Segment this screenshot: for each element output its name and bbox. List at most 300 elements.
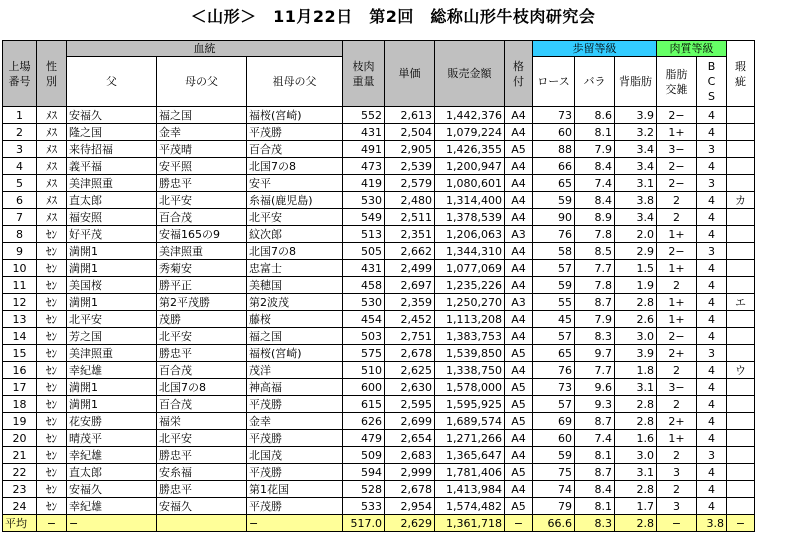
cell-defect <box>727 260 755 277</box>
cell-father: 美津照重 <box>67 175 157 192</box>
cell-father: 義平福 <box>67 158 157 175</box>
cell-lot-no: 15 <box>3 345 37 362</box>
cell-marbling: 2 <box>657 209 697 226</box>
cell-bcs: 4 <box>697 498 727 515</box>
cell-grandmothers-father: 平茂勝 <box>247 498 343 515</box>
cell-bcs: 3 <box>697 447 727 464</box>
cell-loin: 90 <box>533 209 575 226</box>
cell-loin: 59 <box>533 192 575 209</box>
cell-carcass-weight: 454 <box>343 311 385 328</box>
cell-sex: ｾﾝ <box>37 481 67 498</box>
cell-mothers-father: 北国7の8 <box>157 379 247 396</box>
cell-grandmothers-father: 忠富士 <box>247 260 343 277</box>
cell-grandmothers-father: 糸福(鹿児島) <box>247 192 343 209</box>
cell-lot-no: 1 <box>3 107 37 124</box>
avg-mothers-father <box>157 515 247 532</box>
cell-lot-no: 10 <box>3 260 37 277</box>
cell-bcs: 4 <box>697 124 727 141</box>
cell-mothers-father: 百合茂 <box>157 209 247 226</box>
cell-backfat: 1.7 <box>615 498 657 515</box>
cell-rib: 7.8 <box>575 226 615 243</box>
cell-carcass-weight: 479 <box>343 430 385 447</box>
cell-backfat: 3.1 <box>615 464 657 481</box>
cell-marbling: 2+ <box>657 413 697 430</box>
cell-grandmothers-father: 第2波茂 <box>247 294 343 311</box>
cell-grade: A4 <box>505 243 533 260</box>
table-row <box>3 345 755 362</box>
cell-carcass-weight: 549 <box>343 209 385 226</box>
table-row <box>3 209 755 226</box>
cell-sex: ｾﾝ <box>37 226 67 243</box>
cell-father: 直太郎 <box>67 192 157 209</box>
cell-mothers-father: 勝平正 <box>157 277 247 294</box>
cell-rib: 8.1 <box>575 498 615 515</box>
cell-defect: エ <box>727 294 755 311</box>
cell-sales-amount: 1,235,226 <box>435 277 505 294</box>
cell-lot-no: 3 <box>3 141 37 158</box>
cell-father: 幸紀雄 <box>67 498 157 515</box>
cell-bcs: 4 <box>697 158 727 175</box>
cell-unit-price: 2,699 <box>385 413 435 430</box>
cell-sex: ﾒｽ <box>37 209 67 226</box>
cell-mothers-father: 福之国 <box>157 107 247 124</box>
cell-grade: A4 <box>505 175 533 192</box>
cell-loin: 60 <box>533 430 575 447</box>
cell-mothers-father: 北平安 <box>157 192 247 209</box>
cell-sales-amount: 1,365,647 <box>435 447 505 464</box>
cell-mothers-father: 北平安 <box>157 328 247 345</box>
cell-mothers-father: 安福久 <box>157 498 247 515</box>
cell-carcass-weight: 552 <box>343 107 385 124</box>
cell-backfat: 3.1 <box>615 175 657 192</box>
cell-mothers-father: 勝忠平 <box>157 345 247 362</box>
cell-unit-price: 2,511 <box>385 209 435 226</box>
cell-carcass-weight: 505 <box>343 243 385 260</box>
cell-sales-amount: 1,383,753 <box>435 328 505 345</box>
cell-grade: A5 <box>505 345 533 362</box>
cell-father: 満開1 <box>67 396 157 413</box>
cell-backfat: 3.4 <box>615 158 657 175</box>
cell-sales-amount: 1,206,063 <box>435 226 505 243</box>
cell-loin: 66 <box>533 158 575 175</box>
cell-unit-price: 2,683 <box>385 447 435 464</box>
cell-backfat: 3.4 <box>615 141 657 158</box>
cell-sex: ｾﾝ <box>37 345 67 362</box>
cell-loin: 69 <box>533 413 575 430</box>
cell-loin: 75 <box>533 464 575 481</box>
cell-marbling: 2− <box>657 158 697 175</box>
cell-grandmothers-father: 美穂国 <box>247 277 343 294</box>
cell-mothers-father: 秀菊安 <box>157 260 247 277</box>
cell-backfat: 2.8 <box>615 481 657 498</box>
cell-grandmothers-father: 福桜(宮崎) <box>247 107 343 124</box>
cell-rib: 8.1 <box>575 124 615 141</box>
avg-unit-price: 2,629 <box>385 515 435 532</box>
cell-loin: 58 <box>533 243 575 260</box>
cell-grade: A4 <box>505 209 533 226</box>
cell-carcass-weight: 533 <box>343 498 385 515</box>
cell-loin: 73 <box>533 379 575 396</box>
avg-carcass-weight: 517.0 <box>343 515 385 532</box>
table-row <box>3 141 755 158</box>
table-row <box>3 294 755 311</box>
cell-rib: 8.7 <box>575 413 615 430</box>
cell-bcs: 4 <box>697 107 727 124</box>
header-grandmothers-father: 祖母の父 <box>247 57 343 107</box>
cell-backfat: 1.9 <box>615 277 657 294</box>
cell-marbling: 2− <box>657 107 697 124</box>
cell-carcass-weight: 491 <box>343 141 385 158</box>
cell-father: 幸紀雄 <box>67 447 157 464</box>
cell-unit-price: 2,359 <box>385 294 435 311</box>
cell-mothers-father: 勝忠平 <box>157 175 247 192</box>
table-row <box>3 260 755 277</box>
cell-sales-amount: 1,200,947 <box>435 158 505 175</box>
cell-sex: ｾﾝ <box>37 294 67 311</box>
cell-grade: A4 <box>505 124 533 141</box>
cell-lot-no: 18 <box>3 396 37 413</box>
cell-lot-no: 16 <box>3 362 37 379</box>
cell-grade: A4 <box>505 311 533 328</box>
cell-defect: カ <box>727 192 755 209</box>
header-quality-grade: 肉質等級 <box>657 41 727 57</box>
cell-grandmothers-father: 北国7の8 <box>247 243 343 260</box>
table-row <box>3 226 755 243</box>
cell-loin: 45 <box>533 311 575 328</box>
cell-bcs: 3 <box>697 175 727 192</box>
cell-father: 幸紀雄 <box>67 362 157 379</box>
cell-grandmothers-father: 安平 <box>247 175 343 192</box>
header-mothers-father: 母の父 <box>157 57 247 107</box>
cell-lot-no: 2 <box>3 124 37 141</box>
cell-sex: ｾﾝ <box>37 447 67 464</box>
cell-loin: 76 <box>533 226 575 243</box>
header-lot-no-label: 上場 番号 <box>8 59 31 88</box>
cell-carcass-weight: 431 <box>343 260 385 277</box>
cell-lot-no: 17 <box>3 379 37 396</box>
cell-father: 満開1 <box>67 243 157 260</box>
cell-mothers-father: 金幸 <box>157 124 247 141</box>
cell-rib: 7.7 <box>575 362 615 379</box>
header-father: 父 <box>67 57 157 107</box>
cell-rib: 9.7 <box>575 345 615 362</box>
cell-rib: 7.8 <box>575 277 615 294</box>
cell-carcass-weight: 458 <box>343 277 385 294</box>
cell-sales-amount: 1,314,400 <box>435 192 505 209</box>
cell-sales-amount: 1,578,000 <box>435 379 505 396</box>
cell-grade: A5 <box>505 141 533 158</box>
cell-loin: 59 <box>533 447 575 464</box>
cell-sales-amount: 1,539,850 <box>435 345 505 362</box>
cell-grade: A4 <box>505 447 533 464</box>
cell-grandmothers-father: 平茂勝 <box>247 124 343 141</box>
cell-backfat: 3.4 <box>615 209 657 226</box>
cell-marbling: 2 <box>657 396 697 413</box>
cell-grade: A4 <box>505 328 533 345</box>
table-row <box>3 158 755 175</box>
cell-loin: 59 <box>533 277 575 294</box>
cell-grade: A4 <box>505 481 533 498</box>
cell-grade: A4 <box>505 362 533 379</box>
cell-grandmothers-father: 神高福 <box>247 379 343 396</box>
average-row <box>3 515 755 532</box>
cell-lot-no: 14 <box>3 328 37 345</box>
cell-backfat: 3.1 <box>615 379 657 396</box>
cell-loin: 57 <box>533 260 575 277</box>
avg-sex: − <box>37 515 67 532</box>
cell-bcs: 4 <box>697 413 727 430</box>
header-grade-label: 格 付 <box>513 59 524 88</box>
cell-bcs: 4 <box>697 311 727 328</box>
cell-loin: 55 <box>533 294 575 311</box>
cell-mothers-father: 第2平茂勝 <box>157 294 247 311</box>
cell-bcs: 4 <box>697 192 727 209</box>
cell-grandmothers-father: 福之国 <box>247 328 343 345</box>
cell-lot-no: 8 <box>3 226 37 243</box>
cell-sales-amount: 1,781,406 <box>435 464 505 481</box>
header-lot-no <box>3 41 37 107</box>
cell-unit-price: 2,613 <box>385 107 435 124</box>
cell-sex: ﾒｽ <box>37 107 67 124</box>
cell-carcass-weight: 528 <box>343 481 385 498</box>
cell-defect <box>727 396 755 413</box>
cell-marbling: 2− <box>657 328 697 345</box>
cell-rib: 7.9 <box>575 311 615 328</box>
cell-rib: 8.9 <box>575 209 615 226</box>
cell-grandmothers-father: 百合茂 <box>247 141 343 158</box>
cell-grade: A4 <box>505 158 533 175</box>
cell-grade: A5 <box>505 464 533 481</box>
cell-grade: A5 <box>505 413 533 430</box>
cell-grade: A5 <box>505 498 533 515</box>
cell-lot-no: 12 <box>3 294 37 311</box>
cell-sex: ﾒｽ <box>37 141 67 158</box>
cell-marbling: 1+ <box>657 124 697 141</box>
cell-bcs: 4 <box>697 277 727 294</box>
cell-mothers-father: 茂勝 <box>157 311 247 328</box>
cell-sex: ｾﾝ <box>37 277 67 294</box>
cell-mothers-father: 勝忠平 <box>157 447 247 464</box>
cell-rib: 9.6 <box>575 379 615 396</box>
cell-carcass-weight: 615 <box>343 396 385 413</box>
table-row <box>3 192 755 209</box>
cell-grade: A3 <box>505 226 533 243</box>
cell-rib: 7.4 <box>575 175 615 192</box>
table-row <box>3 447 755 464</box>
cell-defect <box>727 124 755 141</box>
cell-father: 満開1 <box>67 294 157 311</box>
cell-bcs: 4 <box>697 209 727 226</box>
cell-loin: 73 <box>533 107 575 124</box>
cell-unit-price: 2,954 <box>385 498 435 515</box>
cell-lot-no: 5 <box>3 175 37 192</box>
cell-marbling: 2 <box>657 192 697 209</box>
cell-mothers-father: 安福165の9 <box>157 226 247 243</box>
cell-loin: 57 <box>533 328 575 345</box>
cell-father: 晴茂平 <box>67 430 157 447</box>
cell-rib: 8.5 <box>575 243 615 260</box>
cell-sex: ｾﾝ <box>37 498 67 515</box>
cell-backfat: 2.8 <box>615 413 657 430</box>
header-yield-grade: 歩留等級 <box>533 41 657 57</box>
cell-rib: 7.4 <box>575 430 615 447</box>
header-backfat: 背脂肪 <box>615 57 657 107</box>
cell-lot-no: 24 <box>3 498 37 515</box>
cell-marbling: 3− <box>657 141 697 158</box>
cell-grandmothers-father: 金幸 <box>247 413 343 430</box>
header-defect <box>727 41 755 107</box>
cell-bcs: 4 <box>697 430 727 447</box>
avg-bcs: 3.8 <box>697 515 727 532</box>
cell-grandmothers-father: 第1花国 <box>247 481 343 498</box>
cell-father: 美津照重 <box>67 345 157 362</box>
cell-sex: ｾﾝ <box>37 379 67 396</box>
cell-sex: ﾒｽ <box>37 192 67 209</box>
cell-backfat: 2.9 <box>615 243 657 260</box>
cell-backfat: 3.9 <box>615 345 657 362</box>
cell-sales-amount: 1,413,984 <box>435 481 505 498</box>
table-row <box>3 107 755 124</box>
cell-backfat: 2.8 <box>615 294 657 311</box>
header-defect-label: 瑕 疵 <box>735 59 746 88</box>
cell-father: 安福久 <box>67 481 157 498</box>
table-row <box>3 124 755 141</box>
cell-loin: 76 <box>533 362 575 379</box>
cell-unit-price: 2,625 <box>385 362 435 379</box>
cell-bcs: 3 <box>697 243 727 260</box>
cell-mothers-father: 百合茂 <box>157 362 247 379</box>
cell-backfat: 1.6 <box>615 430 657 447</box>
cell-defect <box>727 243 755 260</box>
cell-father: 満開1 <box>67 379 157 396</box>
cell-mothers-father: 平茂晴 <box>157 141 247 158</box>
cell-marbling: 2+ <box>657 345 697 362</box>
cell-defect <box>727 481 755 498</box>
cell-defect <box>727 226 755 243</box>
cell-lot-no: 20 <box>3 430 37 447</box>
cell-defect <box>727 328 755 345</box>
table-body <box>3 107 755 532</box>
cell-father: 来待招福 <box>67 141 157 158</box>
cell-sales-amount: 1,077,069 <box>435 260 505 277</box>
cell-backfat: 2.0 <box>615 226 657 243</box>
cell-unit-price: 2,662 <box>385 243 435 260</box>
cell-backfat: 3.0 <box>615 447 657 464</box>
table-row <box>3 362 755 379</box>
cell-rib: 8.3 <box>575 328 615 345</box>
cell-lot-no: 9 <box>3 243 37 260</box>
cell-sales-amount: 1,595,925 <box>435 396 505 413</box>
cell-grandmothers-father: 北国7の8 <box>247 158 343 175</box>
table-row <box>3 175 755 192</box>
table-row <box>3 413 755 430</box>
cell-defect <box>727 379 755 396</box>
cell-sex: ｾﾝ <box>37 396 67 413</box>
cell-carcass-weight: 594 <box>343 464 385 481</box>
table-row <box>3 396 755 413</box>
cell-mothers-father: 美津照重 <box>157 243 247 260</box>
table-row <box>3 430 755 447</box>
cell-sex: ｾﾝ <box>37 328 67 345</box>
cell-backfat: 3.8 <box>615 192 657 209</box>
cell-rib: 9.3 <box>575 396 615 413</box>
cell-rib: 8.1 <box>575 447 615 464</box>
cell-father: 美国桜 <box>67 277 157 294</box>
cell-backfat: 2.6 <box>615 311 657 328</box>
cell-grade: A4 <box>505 192 533 209</box>
cell-defect <box>727 141 755 158</box>
cell-rib: 8.7 <box>575 464 615 481</box>
header-sales-amount: 販売金額 <box>435 41 505 107</box>
carcass-results-table <box>2 40 755 532</box>
cell-bcs: 4 <box>697 294 727 311</box>
cell-unit-price: 2,654 <box>385 430 435 447</box>
cell-grandmothers-father: 紋次郎 <box>247 226 343 243</box>
cell-unit-price: 2,452 <box>385 311 435 328</box>
cell-loin: 60 <box>533 124 575 141</box>
cell-grade: A5 <box>505 379 533 396</box>
cell-mothers-father: 福栄 <box>157 413 247 430</box>
cell-grade: A5 <box>505 396 533 413</box>
cell-loin: 57 <box>533 396 575 413</box>
cell-sex: ｾﾝ <box>37 430 67 447</box>
cell-lot-no: 11 <box>3 277 37 294</box>
cell-lot-no: 23 <box>3 481 37 498</box>
cell-unit-price: 2,905 <box>385 141 435 158</box>
cell-loin: 65 <box>533 345 575 362</box>
cell-loin: 88 <box>533 141 575 158</box>
cell-defect <box>727 464 755 481</box>
cell-carcass-weight: 473 <box>343 158 385 175</box>
cell-sales-amount: 1,113,208 <box>435 311 505 328</box>
cell-unit-price: 2,539 <box>385 158 435 175</box>
cell-loin: 65 <box>533 175 575 192</box>
table-row <box>3 498 755 515</box>
cell-sales-amount: 1,442,376 <box>435 107 505 124</box>
cell-loin: 74 <box>533 481 575 498</box>
cell-marbling: 1+ <box>657 260 697 277</box>
cell-sales-amount: 1,271,266 <box>435 430 505 447</box>
cell-sales-amount: 1,080,601 <box>435 175 505 192</box>
cell-grade: A3 <box>505 294 533 311</box>
cell-mothers-father: 勝忠平 <box>157 481 247 498</box>
table-row <box>3 243 755 260</box>
cell-backfat: 1.8 <box>615 362 657 379</box>
cell-defect <box>727 158 755 175</box>
cell-unit-price: 2,351 <box>385 226 435 243</box>
cell-carcass-weight: 626 <box>343 413 385 430</box>
table-row <box>3 328 755 345</box>
cell-backfat: 3.0 <box>615 328 657 345</box>
cell-marbling: 2 <box>657 481 697 498</box>
cell-bcs: 4 <box>697 379 727 396</box>
cell-father: 直太郎 <box>67 464 157 481</box>
cell-marbling: 3 <box>657 498 697 515</box>
cell-defect <box>727 107 755 124</box>
cell-marbling: 1+ <box>657 311 697 328</box>
avg-father: − <box>67 515 157 532</box>
cell-carcass-weight: 419 <box>343 175 385 192</box>
cell-rib: 8.4 <box>575 192 615 209</box>
cell-bcs: 4 <box>697 362 727 379</box>
cell-backfat: 3.2 <box>615 124 657 141</box>
cell-grandmothers-father: 平茂勝 <box>247 396 343 413</box>
cell-grandmothers-father: 北平安 <box>247 209 343 226</box>
avg-sales-amount: 1,361,718 <box>435 515 505 532</box>
cell-mothers-father: 安糸福 <box>157 464 247 481</box>
cell-grade: A4 <box>505 107 533 124</box>
cell-bcs: 3 <box>697 345 727 362</box>
